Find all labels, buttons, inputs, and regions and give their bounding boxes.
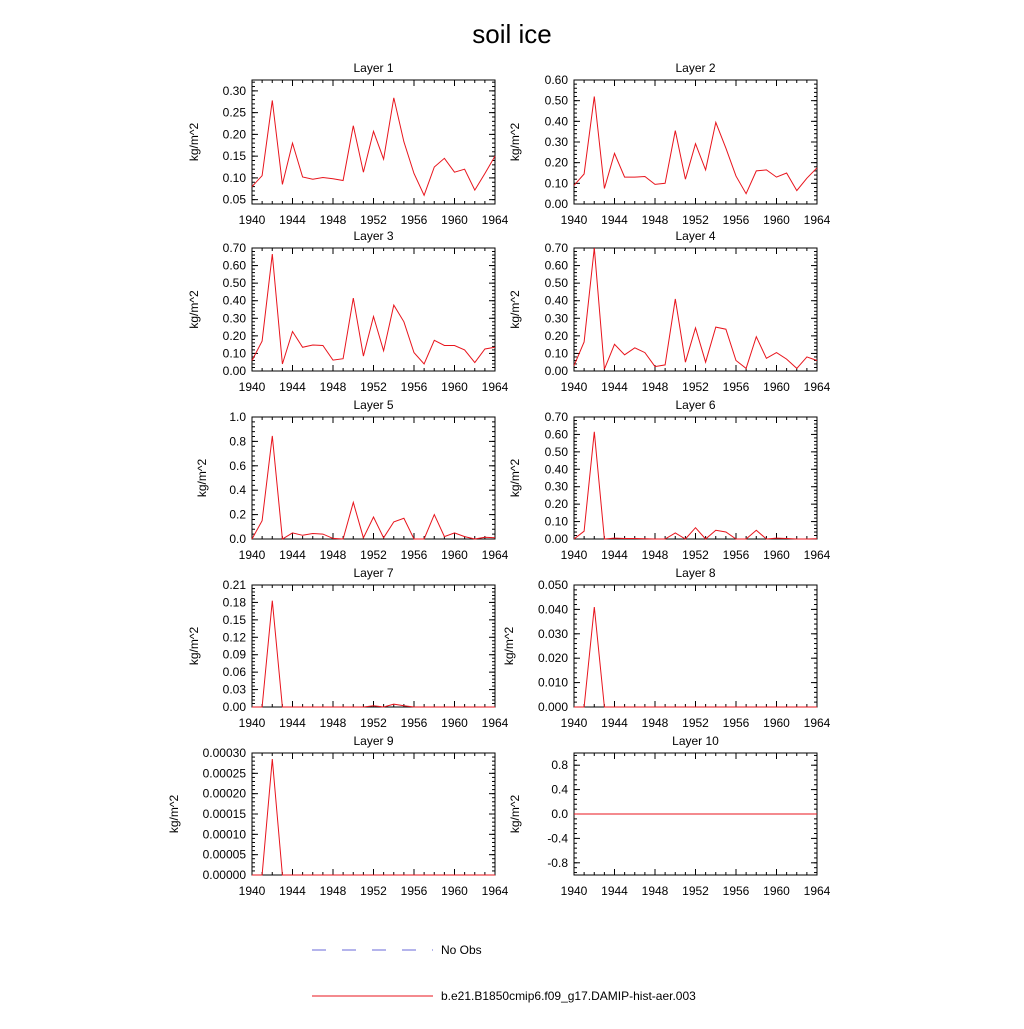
x-tick-label: 1956 <box>722 716 750 730</box>
series-line-layer-1 <box>252 98 495 196</box>
y-tick-label: 0.050 <box>537 578 568 592</box>
x-tick-label: 1948 <box>319 548 347 562</box>
y-tick-label: 0.20 <box>544 497 568 512</box>
y-tick-label: 0.40 <box>544 462 568 477</box>
x-tick-label: 1952 <box>682 380 709 394</box>
x-tick-label: 1952 <box>360 716 387 730</box>
y-tick-label: 0.05 <box>222 192 246 207</box>
y-tick-label: 0.010 <box>537 675 568 690</box>
series-line-layer-6 <box>574 432 817 539</box>
x-tick-label: 1944 <box>279 884 306 898</box>
x-tick-label: 1956 <box>400 716 428 730</box>
x-tick-label: 1964 <box>481 548 509 562</box>
panel-layer-5 <box>195 398 509 562</box>
x-tick-label: 1944 <box>279 213 306 227</box>
panel-title: Layer 7 <box>353 566 394 580</box>
x-tick-label: 1948 <box>641 213 669 227</box>
y-axis-label: kg/m^2 <box>187 290 201 329</box>
y-axis-label: kg/m^2 <box>508 458 522 498</box>
y-tick-label: 0.50 <box>544 93 568 108</box>
y-tick-label: 0.50 <box>222 276 246 291</box>
series-line-layer-4 <box>574 248 817 369</box>
panel-layer-10 <box>508 734 831 898</box>
y-tick-label: 0.03 <box>222 682 246 697</box>
x-tick-label: 1960 <box>441 213 468 227</box>
y-tick-label: 0.00005 <box>202 847 246 862</box>
x-tick-label: 1948 <box>319 716 347 730</box>
y-tick-label: 0.4 <box>229 483 246 498</box>
panel-layer-8 <box>502 566 831 730</box>
x-tick-label: 1952 <box>360 380 387 394</box>
y-tick-label: 0.10 <box>544 176 568 191</box>
y-tick-label: 0.6 <box>229 458 246 473</box>
y-tick-label: 0.00000 <box>202 868 246 882</box>
x-tick-label: 1956 <box>400 548 428 562</box>
y-tick-label: 0.20 <box>544 155 568 170</box>
y-tick-label: 0.60 <box>222 258 246 273</box>
y-tick-label: 0.70 <box>222 241 246 255</box>
y-axis-label: kg/m^2 <box>508 794 522 834</box>
y-tick-label: 0.70 <box>544 241 568 255</box>
panel-title: Layer 3 <box>353 229 394 243</box>
x-tick-label: 1964 <box>803 380 831 394</box>
y-tick-label: 0.30 <box>222 83 246 98</box>
y-tick-label: 0.30 <box>222 311 246 326</box>
x-tick-label: 1940 <box>238 884 266 898</box>
y-axis-label: kg/m^2 <box>502 626 516 666</box>
y-tick-label: 0.30 <box>544 479 568 494</box>
y-tick-label: 0.00 <box>544 364 568 378</box>
panel-title: Layer 2 <box>675 61 716 75</box>
y-tick-label: 0.20 <box>222 127 246 142</box>
x-tick-label: 1960 <box>441 884 468 898</box>
x-tick-label: 1956 <box>400 213 428 227</box>
y-tick-label: 0.00025 <box>202 766 246 781</box>
plot-frame <box>252 753 495 875</box>
y-tick-label: -0.8 <box>547 855 568 870</box>
y-tick-label: 0.06 <box>222 665 246 680</box>
x-tick-label: 1956 <box>722 380 750 394</box>
x-tick-label: 1952 <box>682 548 709 562</box>
y-tick-label: 0.4 <box>551 782 568 797</box>
x-tick-label: 1944 <box>279 548 306 562</box>
x-tick-label: 1960 <box>763 380 790 394</box>
y-tick-label: 0.0 <box>551 807 568 821</box>
y-axis-label: kg/m^2 <box>508 122 522 162</box>
y-tick-label: 0.60 <box>544 427 568 442</box>
legend-label-model: b.e21.B1850cmip6.f09_g17.DAMIP-hist-aer.003 <box>441 989 696 1003</box>
x-tick-label: 1964 <box>803 213 831 227</box>
x-tick-label: 1960 <box>441 380 468 394</box>
y-tick-label: 0.12 <box>222 630 246 645</box>
panel-layer-2 <box>508 61 831 227</box>
x-tick-label: 1944 <box>279 380 306 394</box>
x-tick-label: 1952 <box>360 213 387 227</box>
x-tick-label: 1964 <box>481 884 509 898</box>
x-tick-label: 1940 <box>238 213 266 227</box>
x-tick-label: 1956 <box>722 213 750 227</box>
y-tick-label: 0.10 <box>544 514 568 529</box>
y-tick-label: 0.10 <box>544 346 568 361</box>
y-tick-label: 0.40 <box>222 293 246 308</box>
x-tick-label: 1960 <box>441 548 468 562</box>
x-tick-label: 1964 <box>481 716 509 730</box>
x-tick-label: 1960 <box>441 716 468 730</box>
y-tick-label: 0.18 <box>222 595 246 610</box>
y-tick-label: 0.60 <box>544 258 568 273</box>
plot-frame <box>252 585 495 707</box>
y-tick-label: 0.00 <box>544 532 568 546</box>
x-tick-label: 1952 <box>360 548 387 562</box>
y-axis-label: kg/m^2 <box>195 458 209 498</box>
panel-title: Layer 9 <box>353 734 394 748</box>
series-line-layer-8 <box>574 607 817 707</box>
x-tick-label: 1940 <box>560 884 588 898</box>
y-tick-label: 0.10 <box>222 346 246 361</box>
y-tick-label: 0.40 <box>544 293 568 308</box>
plot-frame <box>574 417 817 539</box>
x-tick-label: 1948 <box>319 213 347 227</box>
x-tick-label: 1960 <box>763 213 790 227</box>
plot-frame <box>252 248 495 371</box>
y-tick-label: 0.8 <box>229 434 246 449</box>
y-tick-label: 0.000 <box>537 700 568 714</box>
x-tick-label: 1940 <box>560 716 588 730</box>
x-tick-label: 1952 <box>360 884 387 898</box>
panel-title: Layer 5 <box>353 398 394 412</box>
x-tick-label: 1952 <box>682 213 709 227</box>
y-tick-label: 0.00015 <box>202 807 246 821</box>
x-tick-label: 1952 <box>682 716 709 730</box>
y-tick-label: 0.00 <box>544 197 568 211</box>
x-tick-label: 1956 <box>400 884 428 898</box>
plot-frame <box>252 80 495 204</box>
y-tick-label: 0.30 <box>544 135 568 149</box>
y-tick-label: 0.2 <box>229 507 246 522</box>
y-tick-label: 0.00 <box>222 364 246 378</box>
x-tick-label: 1960 <box>763 716 790 730</box>
x-tick-label: 1940 <box>560 380 588 394</box>
x-tick-label: 1948 <box>641 548 669 562</box>
panel-layer-3 <box>187 229 509 394</box>
x-tick-label: 1948 <box>641 716 669 730</box>
y-tick-label: 0.8 <box>551 758 568 773</box>
x-tick-label: 1940 <box>238 548 266 562</box>
x-tick-label: 1952 <box>682 884 709 898</box>
series-line-layer-7 <box>252 601 495 707</box>
legend-label-no-obs: No Obs <box>441 943 482 957</box>
x-tick-label: 1940 <box>560 213 588 227</box>
x-tick-label: 1964 <box>481 213 509 227</box>
y-tick-label: 0.50 <box>544 444 568 459</box>
series-line-layer-2 <box>574 97 817 194</box>
plot-frame <box>252 417 495 539</box>
y-tick-label: 0.30 <box>544 311 568 326</box>
y-tick-label: 0.00010 <box>202 827 246 842</box>
y-tick-label: 0.21 <box>222 578 246 592</box>
x-tick-label: 1940 <box>238 380 266 394</box>
plot-frame <box>574 248 817 371</box>
y-axis-label: kg/m^2 <box>167 794 181 834</box>
x-tick-label: 1948 <box>319 380 347 394</box>
x-tick-label: 1940 <box>238 716 266 730</box>
x-tick-label: 1948 <box>319 884 347 898</box>
y-tick-label: 0.20 <box>222 328 246 343</box>
x-tick-label: 1948 <box>641 884 669 898</box>
panel-layer-9 <box>167 734 509 898</box>
y-tick-label: 0.00030 <box>202 746 246 760</box>
x-tick-label: 1964 <box>803 548 831 562</box>
figure-title: soil ice <box>472 19 552 49</box>
x-tick-label: 1944 <box>601 548 628 562</box>
y-tick-label: 0.50 <box>544 276 568 291</box>
y-tick-label: 0.10 <box>222 170 246 185</box>
y-tick-label: 0.15 <box>222 612 246 627</box>
x-tick-label: 1940 <box>560 548 588 562</box>
x-tick-label: 1944 <box>601 884 628 898</box>
y-tick-label: 0.15 <box>222 149 246 164</box>
y-tick-label: 0.040 <box>537 602 568 617</box>
plot-frame <box>574 585 817 707</box>
y-tick-label: 0.20 <box>544 328 568 343</box>
panel-layer-7 <box>187 566 509 730</box>
series-line-layer-5 <box>252 436 495 539</box>
panel-title: Layer 8 <box>675 566 716 580</box>
series-line-layer-9 <box>252 759 495 875</box>
y-tick-label: 0.60 <box>544 73 568 87</box>
y-tick-label: 1.0 <box>229 410 246 424</box>
legend <box>312 943 696 1003</box>
panel-title: Layer 6 <box>675 398 716 412</box>
y-tick-label: 0.020 <box>537 651 568 666</box>
x-tick-label: 1944 <box>279 716 306 730</box>
x-tick-label: 1960 <box>763 548 790 562</box>
y-axis-label: kg/m^2 <box>187 122 201 162</box>
panel-grid <box>167 61 831 898</box>
y-tick-label: 0.25 <box>222 105 246 120</box>
panel-layer-1 <box>187 61 509 227</box>
panel-title: Layer 1 <box>353 61 394 75</box>
x-tick-label: 1944 <box>601 213 628 227</box>
x-tick-label: 1964 <box>481 380 509 394</box>
x-tick-label: 1944 <box>601 380 628 394</box>
y-tick-label: 0.70 <box>544 410 568 424</box>
x-tick-label: 1956 <box>400 380 428 394</box>
y-tick-label: 0.0 <box>229 532 246 546</box>
y-tick-label: 0.00020 <box>202 786 246 801</box>
plot-frame <box>574 80 817 204</box>
x-tick-label: 1964 <box>803 716 831 730</box>
y-axis-label: kg/m^2 <box>508 290 522 329</box>
y-tick-label: -0.4 <box>547 831 568 846</box>
panel-title: Layer 4 <box>675 229 716 243</box>
x-tick-label: 1944 <box>601 716 628 730</box>
y-tick-label: 0.09 <box>222 647 246 662</box>
panel-title: Layer 10 <box>672 734 719 748</box>
panel-layer-6 <box>508 398 831 562</box>
x-tick-label: 1948 <box>641 380 669 394</box>
panel-layer-4 <box>508 229 831 394</box>
y-tick-label: 0.030 <box>537 626 568 641</box>
y-axis-label: kg/m^2 <box>187 626 201 666</box>
series-line-layer-3 <box>252 254 495 364</box>
x-tick-label: 1960 <box>763 884 790 898</box>
x-tick-label: 1964 <box>803 884 831 898</box>
y-tick-label: 0.00 <box>222 700 246 714</box>
x-tick-label: 1956 <box>722 548 750 562</box>
y-tick-label: 0.40 <box>544 114 568 129</box>
x-tick-label: 1956 <box>722 884 750 898</box>
